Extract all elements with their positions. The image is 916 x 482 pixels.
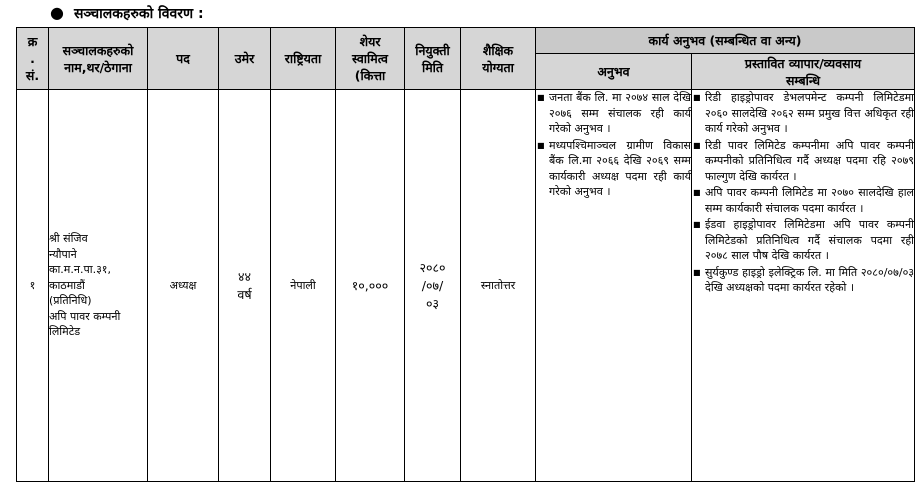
list-item: ■ सुर्यकुण्ड हाइड्रो इलेक्ट्रिक लि. मा मिति २०८०/०७/०३ देखि अध्यक्षको पदमा कार्यरत रहेको ।: [705, 265, 914, 296]
header-experience: अनुभव: [536, 54, 692, 90]
header-shares: शेयर स्वामित्व (कित्ता: [336, 28, 405, 90]
cell-shares: १०,०००: [336, 90, 405, 482]
directors-table: [16, 27, 915, 482]
cell-nationality: नेपाली: [271, 90, 336, 482]
cell-age: ४४ वर्ष: [219, 90, 271, 482]
cell-experience: [536, 90, 692, 482]
proposed-list: [692, 90, 914, 296]
table-row: [17, 90, 915, 482]
list-item: ■ जनता बैंक लि. मा २०७४ साल देखि २०७६ सम्म संचालक रही कार्य गरेको अनुभव ।: [549, 90, 691, 137]
cell-name-address: श्री संजिव न्यौपाने का.म.न.पा.३१, काठमाडौं (प्रतिनिधि) अपि पावर कम्पनी लिमिटेड: [49, 90, 148, 482]
section-heading: [50, 2, 204, 24]
header-position: पद: [148, 28, 219, 90]
header-qualification: शैक्षिक योग्यता: [461, 28, 536, 90]
heading-text: सञ्चालकहरुको विवरण :: [73, 5, 204, 22]
header-name: सञ्चालकहरुको नाम,थर/ठेगाना: [49, 28, 148, 90]
header-sn: क्र . सं.: [17, 28, 49, 90]
cell-position: अध्यक्ष: [148, 90, 219, 482]
header-age: उमेर: [219, 28, 271, 90]
bullet-icon: ●: [50, 3, 64, 22]
list-item: ■ अपि पावर कम्पनी लिमिटेड मा २०७० सालदेखि हाल सम्म कार्यकारी संचालक पदमा कार्यरत ।: [705, 185, 914, 216]
experience-list: [536, 90, 691, 200]
header-appointment-date: नियुक्ती मिति: [405, 28, 461, 90]
header-nationality: राष्ट्रियता: [271, 28, 336, 90]
cell-qualification: स्नातोत्तर: [461, 90, 536, 482]
cell-proposed-business: [692, 90, 915, 482]
cell-appointment-date: २०८० /०७/ ०३: [405, 90, 461, 482]
list-item: ■ ईडवा हाइड्रोपावर लिमिटेडमा अपि पावर कम्पनी लिमिटेडको प्रतिनिधित्व गर्दै संचालक पदमा रही २०७८ साल पौष देखि कार्यरत ।: [705, 217, 914, 264]
list-item: ■ मध्यपश्चिमाञ्चल ग्रामीण विकास बैंक लि.मा २०६६ देखि २०६९ सम्म कार्यकारी अध्यक्ष पदमा रही कार्य गरेको अनुभव ।: [549, 138, 691, 200]
cell-sn: १: [17, 90, 49, 482]
header-proposed-business: प्रस्तावित व्यापार/व्यवसाय सम्बन्धि: [692, 54, 915, 90]
list-item: ■ रिडी पावर लिमिटेड कम्पनीमा अपि पावर कम्पनी कम्पनीको प्रतिनिधित्व गर्दै अध्यक्ष पदमा रहि २०७९ फाल्गुण देखि कार्यरत ।: [705, 138, 914, 185]
list-item: ■ रिडी हाइड्रोपावर डेभलपमेन्ट कम्पनी लिमिटेडमा २०६० सालदेखि २०६२ सम्म प्रमुख वित्त अधिकृत रही कार्य गरेको अनुभव ।: [705, 90, 914, 137]
header-work-experience: कार्य अनुभव (सम्बन्धित वा अन्य): [536, 28, 915, 54]
